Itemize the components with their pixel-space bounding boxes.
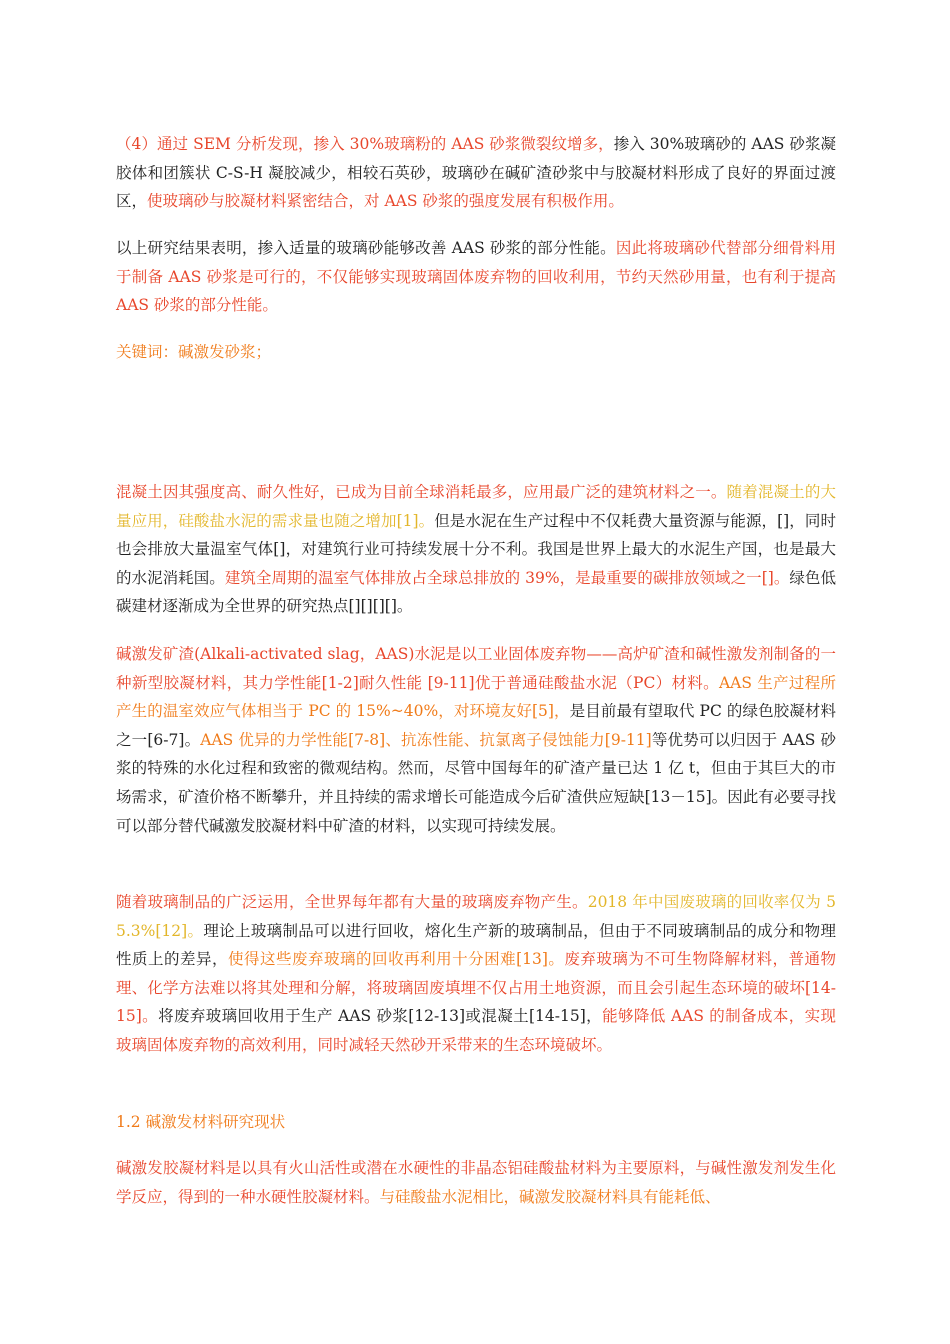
- text-run: 绿色低碳建材逐渐成为全世界的研究热点[][][][]。: [116, 568, 836, 616]
- keywords-line: 关键词：碱激发砂浆；: [116, 343, 272, 361]
- text-run: 理论上玻璃制品可以进行回收，熔化生产新的玻璃制品，但由于不同玻璃制品的成分和物理性质上的差异，: [116, 921, 836, 969]
- section-heading-1-2: 1.2 碱激发材料研究现状: [116, 1113, 286, 1131]
- paragraph-glass-waste: [116, 888, 836, 1060]
- text-run: 使得这些废弃玻璃的回收再利用十分困难[13]。: [228, 950, 565, 969]
- text-run: 碱激发胶凝材料是以具有火山活性或潜在水硬性的非晶态铝硅酸盐材料为主要原料，与碱性激发剂发生化学反应，得到的一种水硬性胶凝材料。: [116, 1159, 836, 1206]
- text-run: 但是水泥在生产过程中不仅耗费大量资源与能源，[]，同时也会排放大量温室气体[]，对建筑行业可持续发展十分不利。我国是世界上最大的水泥生产国，也是最大的水泥消耗国。: [116, 511, 836, 587]
- text-run: 建筑全周期的温室气体排放占全球总排放的 39%，是最重要的碳排放领域之一[]。: [224, 568, 790, 587]
- text-run: 掺入 30%玻璃砂的 AAS 砂浆凝胶体和团簇状 C-S-H 凝胶减少，相较石英砂，玻璃砂在碱矿渣砂浆中与胶凝材料形成了良好的界面过渡区，: [116, 135, 836, 211]
- text-run: 随着玻璃制品的广泛运用，全世界每年都有大量的玻璃废弃物产生。: [116, 893, 588, 911]
- text-run: 因此将玻璃砂代替部分细骨料用于制备 AAS 砂浆是可行的，不仅能够实现玻璃固体废弃物的回收利用，节约天然砂用量，也有利于提高 AAS 砂浆的部分性能。: [116, 239, 836, 315]
- paragraph-concrete-intro: [116, 478, 836, 621]
- text-run: （4）通过 SEM 分析发现，掺入 30%玻璃粉的 AAS 砂浆微裂纹增多，: [116, 135, 614, 153]
- paragraph-sem-analysis: [116, 130, 836, 216]
- text-run: 将废弃玻璃回收用于生产 AAS 砂浆[12-13]或混凝土[14-15]，: [158, 1007, 603, 1026]
- text-run: AAS 优异的力学性能[7-8]、抗冻性能、抗氯离子侵蚀能力[9-11]: [200, 730, 652, 749]
- text-run: 随着混凝土的大量应用，硅酸盐水泥的需求量也随之增加[1]。: [116, 483, 836, 530]
- text-run: AAS 生产过程所产生的温室效应气体相当于 PC 的 15%~40%，对环境友好[5]，: [116, 673, 836, 721]
- text-run: 混凝土因其强度高、耐久性好，已成为目前全球消耗最多，应用最广泛的建筑材料之一。: [116, 483, 727, 501]
- text-run: 是目前最有望取代 PC 的绿色胶凝材料之一[6-7]。: [116, 702, 836, 749]
- text-run: 2018 年中国废玻璃的回收率仅为 55.3%[12]。: [116, 893, 836, 940]
- paragraph-alkali-materials: [116, 1154, 836, 1211]
- text-run: 碱激发矿渣(Alkali-activated slag，AAS)水泥是以工业固体废弃物——高炉矿渣和碱性激发剂制备的一种新型胶凝材料，其力学性能[1-2]耐久性能 [9-11]优于普通硅酸盐水泥（PC）材料。: [116, 645, 836, 692]
- paragraph-aas-intro: [116, 640, 836, 840]
- text-run: 以上研究结果表明，掺入适量的玻璃砂能够改善 AAS 砂浆的部分性能。: [116, 239, 616, 257]
- text-run: 等优势可以归因于 AAS 砂浆的特殊的水化过程和致密的微观结构。然而，尽管中国每年的矿渣产量已达 1 亿 t，但由于其巨大的市场需求，矿渣价格不断攀升，并且持续的需求增长可能造成今后矿渣供应短缺[13－15]。因此有必要寻找可以部分替代碱激发胶凝材料中矿渣的材料，以实现可持续发展。: [116, 730, 836, 835]
- text-run: 能够降低 AAS 的制备成本，实现玻璃固体废弃物的高效利用，同时减轻天然砂开采带来的生态环境破坏。: [116, 1007, 836, 1054]
- text-run: 与硅酸盐水泥相比，碱激发胶凝材料具有能耗低、: [379, 1187, 721, 1206]
- paragraph-conclusion: [116, 234, 836, 320]
- text-run: 使玻璃砂与胶凝材料紧密结合，对 AAS 砂浆的强度发展有积极作用。: [147, 192, 624, 211]
- text-run: 废弃玻璃为不可生物降解材料，普通物理、化学方法难以将其处理和分解，将玻璃固废填埋不仅占用土地资源，而且会引起生态环境的破坏[14-15]。: [116, 950, 836, 1026]
